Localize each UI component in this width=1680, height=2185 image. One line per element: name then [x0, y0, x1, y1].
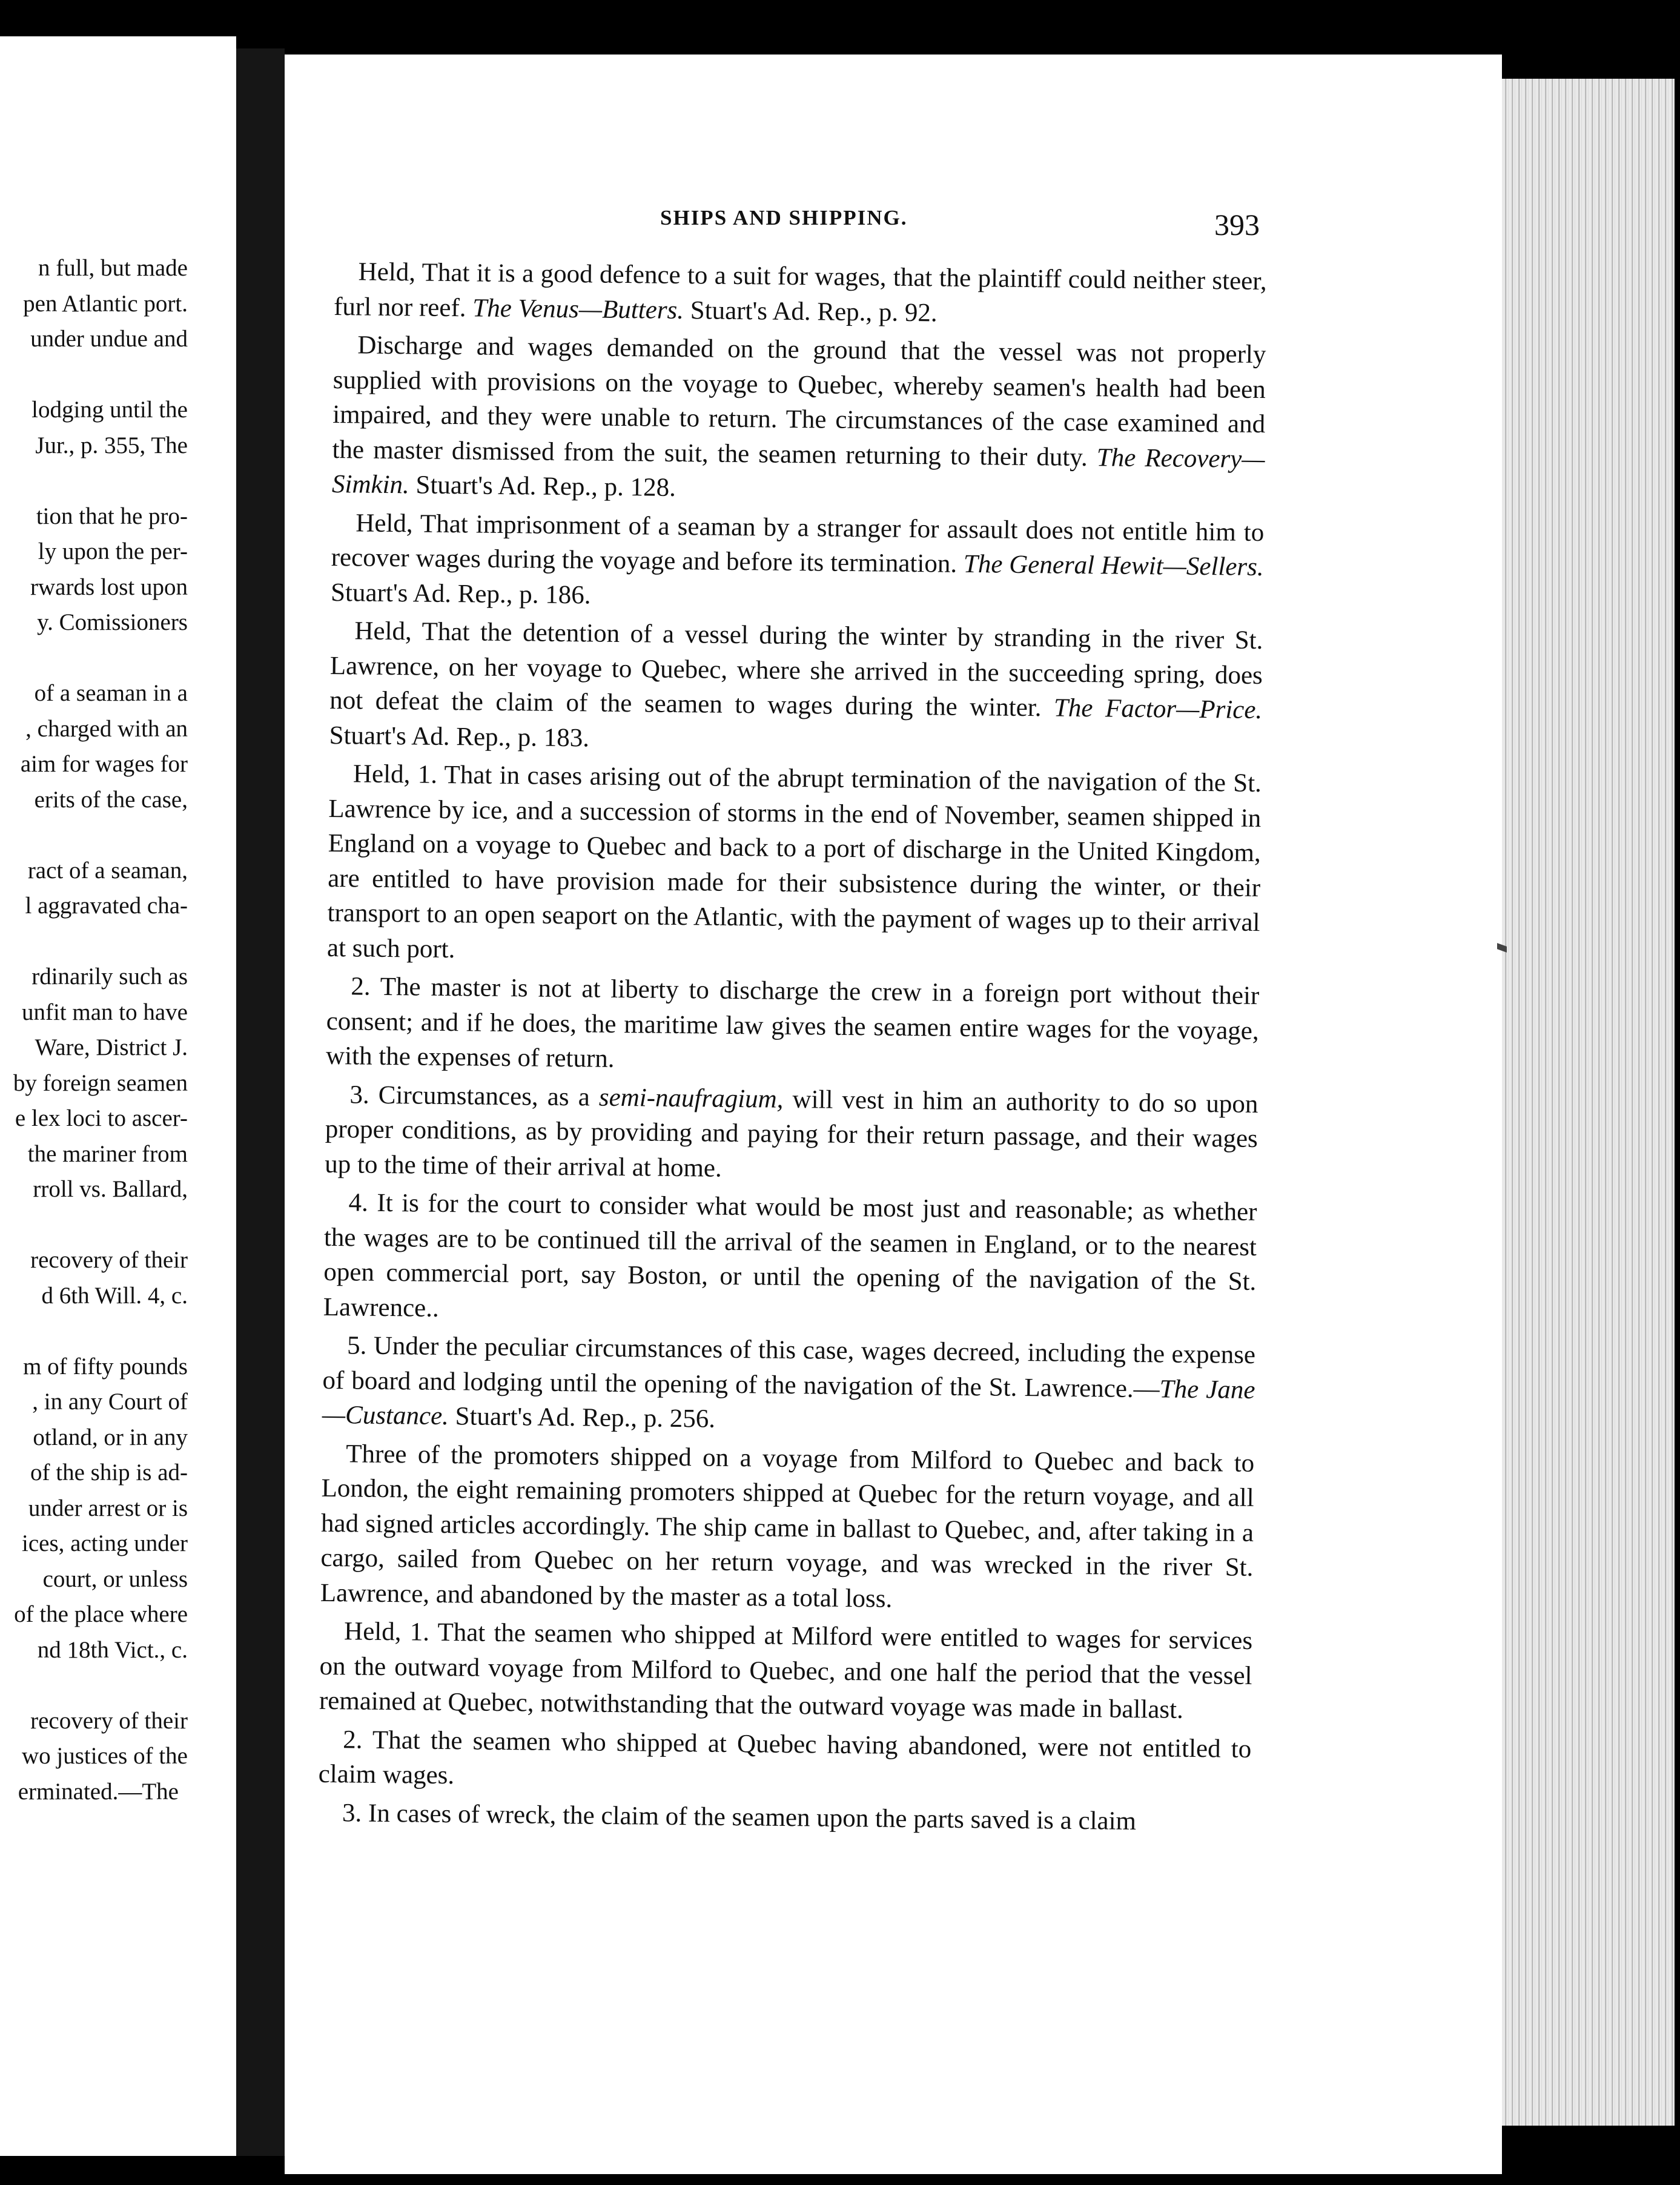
- paragraph: [319, 1614, 1253, 1728]
- paragraph-text: 5. Under the peculiar circumstances of this case, wages decreed, including the expense of board and lodging until the opening of the navigation of the St. Lawrence.—: [322, 1331, 1256, 1403]
- paragraph-text: Held, That the detention of a vessel during the winter by stranding in the river St. Lawrence, on her voyage to Quebec, where she arrived in the succeeding spring, does not defeat the claim of the seamen to wages during the winter.: [329, 616, 1263, 722]
- paragraph-text: Held, 1. That the seamen who shipped at Milford were entitled to wages for services on the outward voyage from Milford to Quebec, and one half the period that the vessel remained at Quebec, notwithstanding that the outward voyage was made in ballast.: [319, 1617, 1253, 1724]
- paragraph: [332, 328, 1266, 512]
- left-page-line: l aggravated cha-: [25, 893, 188, 919]
- paragraph: [334, 254, 1267, 334]
- citation: will vest in him an authority to do so upon proper conditions, as by providing and paying for their return passage, and their wages up to the time of their arrival at home.: [325, 1085, 1258, 1183]
- page-edges: [1502, 79, 1675, 2126]
- left-page-line: m of fifty pounds: [23, 1353, 188, 1380]
- citation: Stuart's Ad. Rep., p. 92.: [683, 296, 938, 327]
- left-page-line: of the place where: [14, 1601, 188, 1627]
- paragraph: [329, 613, 1263, 762]
- left-page-line: of the ship is ad-: [30, 1459, 188, 1486]
- left-page-line: pen Atlantic port.: [23, 290, 188, 317]
- paragraph-text: Held, 1. That in cases arising out of the abrupt termination of the navigation of the St. Lawrence by ice, and a succession of storms in the end of November, seamen shipped in England on a voyage to Quebec and back to a port of discharge in the United Kingdom, are entitled to have provision made for their subsistence during the winter, or their transport to an open seaport on the Atlantic, with the payment of wages up to their arrival at such port.: [326, 759, 1262, 964]
- left-page-line: ract of a seaman,: [27, 857, 188, 884]
- case-name: The Factor—Price.: [1053, 693, 1263, 725]
- paragraph-text: 3. Circumstances, as a: [349, 1080, 600, 1112]
- left-page-line: n full, but made: [38, 255, 188, 281]
- paragraph: [327, 756, 1262, 975]
- left-page-line: the mariner from: [27, 1140, 188, 1167]
- paragraph-text: Three of the promoters shipped on a voyage from Milford to Quebec and back to London, the eight remaining promoters shipped at Quebec for the return voyage, and all had signed articles accordingly. The ship came in ballast to Quebec, and, after taking in a cargo, sailed from Quebec on her return voyage, and was wrecked in the river St. Lawrence, and abandoned by the master as a total loss.: [320, 1439, 1255, 1613]
- paragraph: [331, 505, 1265, 620]
- citation: Stuart's Ad. Rep., p. 128.: [409, 471, 676, 502]
- citation: Stuart's Ad. Rep., p. 183.: [329, 721, 590, 752]
- page-number: 393: [1214, 208, 1260, 242]
- book-gutter: [236, 48, 285, 2156]
- body-text: [318, 254, 1267, 1840]
- left-page-line: recovery of their: [30, 1707, 188, 1734]
- paragraph: [322, 1328, 1256, 1443]
- case-name: The Recovery—Simkin.: [331, 443, 1265, 500]
- running-head: SHIPS AND SHIPPING.: [660, 206, 908, 230]
- paragraph-text: Held, That it is a good defence to a suit for wages, that the plaintiff could neither steer, furl nor reef.: [333, 257, 1267, 322]
- left-page-line: erits of the case,: [34, 786, 188, 813]
- left-page-line: aim for wages for: [20, 751, 188, 777]
- case-name: The Jane—Custance.: [322, 1374, 1255, 1431]
- left-page-text: [0, 36, 236, 2156]
- paragraph-text: 2. The master is not at liberty to discharge the crew in a foreign port without their consent; and if he does, the maritime law gives the seamen entire wages for the voyage, with the expenses of return.: [325, 972, 1260, 1073]
- paragraph: [323, 1185, 1257, 1334]
- left-page-line: rroll vs. Ballard,: [33, 1176, 188, 1202]
- paragraph-text: 4. It is for the court to consider what would be most just and reasonable; as whether the wages are to be continued till the arrival of the seamen in England, or to the nearest open commercial port, say Boston, or until the opening of the navigation of the St. Lawrence..: [323, 1188, 1257, 1323]
- case-name: The Venus—Butters.: [472, 293, 684, 325]
- paragraph: [318, 1722, 1251, 1801]
- left-page-line: y. Comissioners: [37, 609, 188, 635]
- left-page-line: unfit man to have: [21, 999, 188, 1025]
- left-page-line: court, or unless: [42, 1565, 188, 1592]
- left-page-line: wo justices of the: [21, 1743, 188, 1769]
- left-page-line: under undue and: [30, 326, 188, 352]
- left-page: [0, 36, 236, 2156]
- left-page-line: d 6th Will. 4, c.: [41, 1282, 188, 1309]
- left-page-line: , in any Court of: [32, 1389, 188, 1415]
- left-page-line: e lex loci to ascer-: [15, 1105, 188, 1131]
- left-page-line: rdinarily such as: [31, 964, 188, 990]
- left-page-line: Ware, District J.: [35, 1034, 188, 1060]
- citation: Stuart's Ad. Rep., p. 256.: [448, 1402, 716, 1433]
- case-name: The General Hewit—Sellers.: [963, 549, 1264, 582]
- left-page-line: nd 18th Vict., c.: [37, 1636, 188, 1663]
- paragraph-text: 3. In cases of wreck, the claim of the seamen upon the parts saved is a claim: [342, 1798, 1137, 1836]
- left-page-line: tion that he pro-: [36, 503, 188, 529]
- left-page-line: Jur., p. 355, The: [35, 432, 188, 458]
- left-page-line: under arrest or is: [28, 1495, 188, 1521]
- left-page-line: otland, or in any: [33, 1424, 188, 1450]
- left-page-line: ices, acting under: [22, 1530, 188, 1556]
- left-page-line: recovery of their: [30, 1247, 188, 1273]
- left-page-line: by foreign seamen: [13, 1069, 188, 1096]
- case-name: semi-naufragium,: [598, 1083, 784, 1114]
- paragraph: [320, 1436, 1255, 1620]
- citation: Stuart's Ad. Rep., p. 186.: [330, 578, 591, 609]
- paragraph: [326, 969, 1260, 1083]
- left-page-line: lodging until the: [31, 397, 188, 423]
- paragraph-text: Discharge and wages demanded on the ground that the vessel was not properly supplied with provisions on the voyage to Quebec, whereby seamen's health had been impaired, and they were unable to return. The circumstances of the case examined and the master dismissed from the suit, the seamen returning to their duty.: [332, 331, 1266, 472]
- left-page-line: erminated.—The: [18, 1778, 179, 1805]
- left-page-line: ly upon the per-: [38, 538, 188, 564]
- paragraph-text: Held, That imprisonment of a seaman by a stranger for assault does not entitle him to recover wages during the voyage and before its termination.: [331, 508, 1265, 578]
- left-page-line: rwards lost upon: [30, 574, 188, 600]
- left-page-line: of a seaman in a: [34, 680, 188, 706]
- paragraph: [325, 1077, 1258, 1191]
- paragraph-text: 2. That the seamen who shipped at Quebec having abandoned, were not entitled to claim wages.: [318, 1725, 1252, 1790]
- left-page-line: , charged with an: [25, 715, 188, 742]
